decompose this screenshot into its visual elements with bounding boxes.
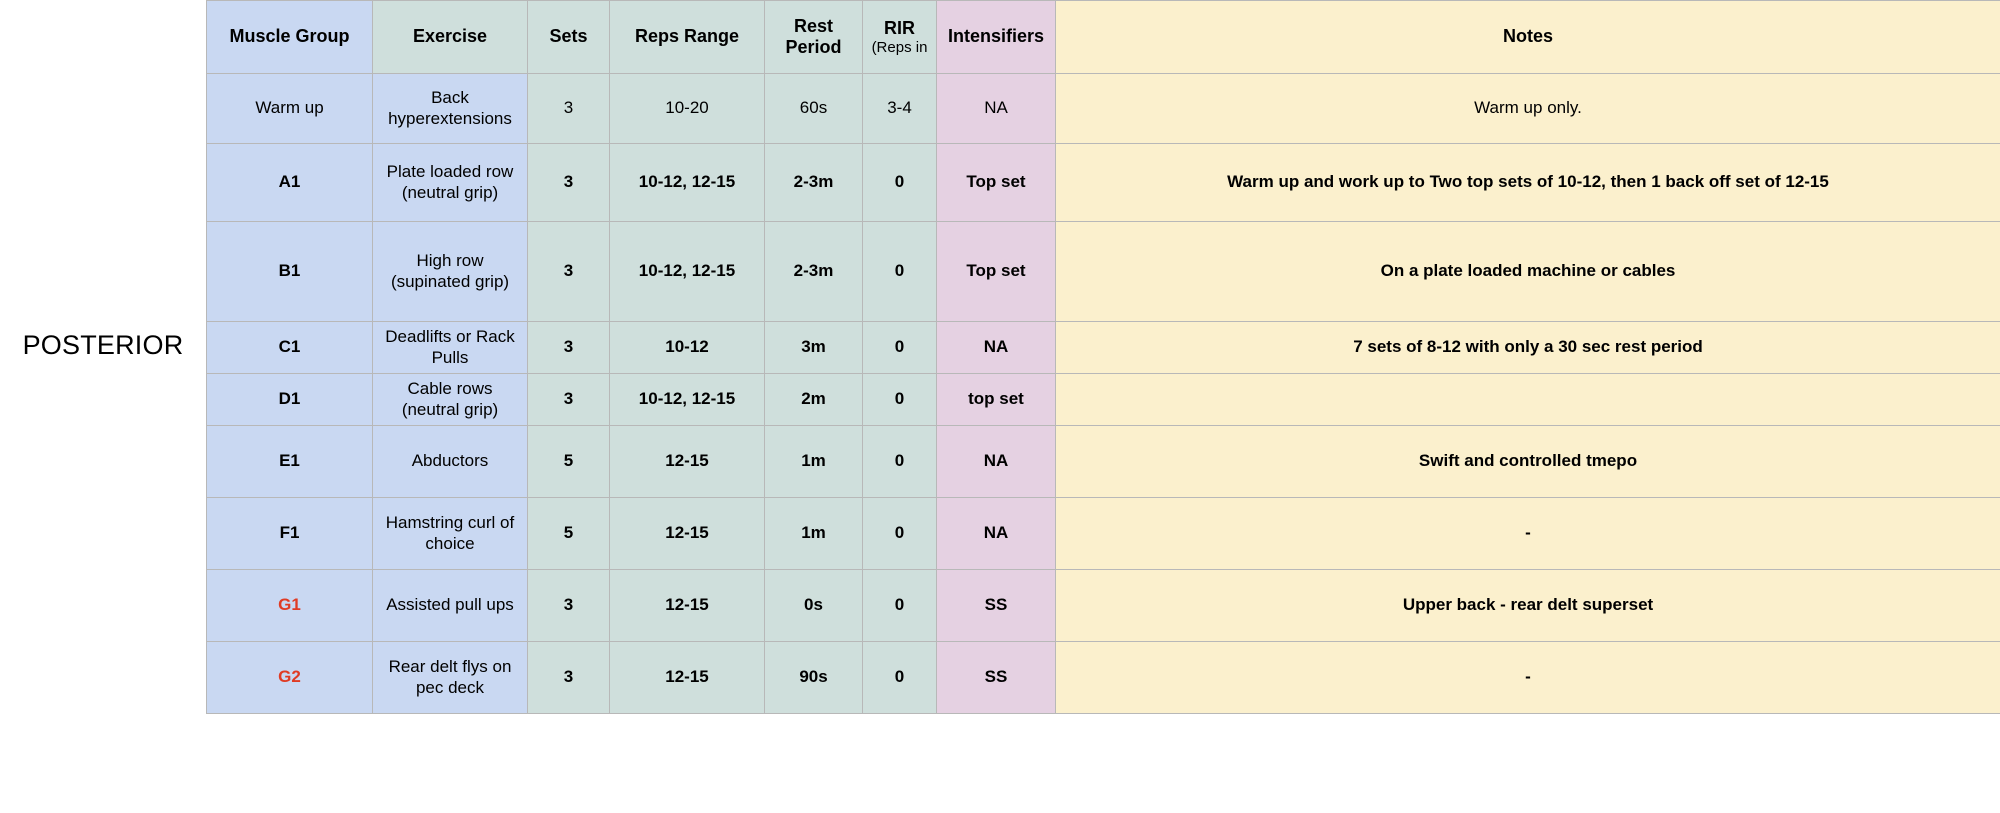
cell-exercise[interactable]: [373, 322, 528, 374]
column-header-intensifiers-label: Intensifiers: [947, 26, 1045, 47]
cell-sets[interactable]: [528, 642, 610, 714]
section-label-column: [0, 0, 206, 813]
cell-rir-text: 0: [894, 261, 905, 281]
cell-rest-period[interactable]: [765, 322, 863, 374]
cell-rir-text: 0: [894, 389, 905, 409]
cell-notes[interactable]: [1056, 222, 2000, 322]
cell-exercise-text: Deadlifts or Rack Pulls: [385, 327, 515, 367]
cell-sets-text: 3: [563, 337, 574, 357]
table-row: [207, 426, 2000, 498]
cell-reps-range[interactable]: [610, 222, 765, 322]
column-header-rest-period-label: Rest Period: [785, 15, 842, 57]
table-row: [207, 498, 2000, 570]
column-header-sets[interactable]: [528, 1, 610, 74]
cell-exercise[interactable]: [373, 374, 528, 426]
cell-reps-range-text: 10-12, 12-15: [638, 389, 736, 409]
cell-rir-text: 0: [894, 667, 905, 687]
cell-rir-text: 0: [894, 595, 905, 615]
cell-reps-range[interactable]: [610, 74, 765, 144]
cell-exercise-text: High row (supinated grip): [390, 251, 510, 291]
cell-reps-range[interactable]: [610, 498, 765, 570]
cell-notes[interactable]: [1056, 642, 2000, 714]
cell-rest-period-text: 2m: [801, 389, 826, 409]
column-header-muscle-group[interactable]: [207, 1, 373, 74]
cell-reps-range[interactable]: [610, 374, 765, 426]
cell-notes[interactable]: [1056, 144, 2000, 222]
cell-muscle-group[interactable]: [207, 426, 373, 498]
cell-reps-range-text: 12-15: [665, 667, 709, 687]
cell-exercise-text: Abductors: [411, 451, 489, 471]
cell-sets-text: 3: [563, 261, 574, 281]
cell-intensifier[interactable]: [937, 74, 1056, 144]
table-header: [207, 1, 2000, 74]
cell-exercise[interactable]: [373, 570, 528, 642]
cell-rest-period-text: 90s: [799, 667, 828, 687]
cell-muscle-group[interactable]: [207, 322, 373, 374]
cell-exercise[interactable]: [373, 222, 528, 322]
cell-intensifier-text: SS: [984, 595, 1008, 615]
header-row: [207, 1, 2000, 74]
cell-exercise[interactable]: [373, 144, 528, 222]
cell-sets-text: 3: [563, 172, 574, 192]
cell-intensifier-text: Top set: [966, 172, 1026, 192]
cell-rir-text: 0: [894, 523, 905, 543]
column-header-rir-label: RIR: [884, 17, 915, 38]
cell-muscle-group[interactable]: [207, 498, 373, 570]
column-header-notes-label: Notes: [1502, 26, 1553, 47]
cell-intensifier-text: NA: [983, 451, 1009, 471]
workout-table: [206, 0, 2000, 714]
cell-sets-text: 3: [563, 667, 574, 687]
cell-reps-range-text: 10-12, 12-15: [638, 261, 736, 281]
table-row: [207, 322, 2000, 374]
column-header-reps-range[interactable]: [610, 1, 765, 74]
cell-reps-range[interactable]: [610, 322, 765, 374]
cell-rir[interactable]: [863, 570, 937, 642]
cell-sets[interactable]: [528, 74, 610, 144]
cell-rest-period[interactable]: [765, 74, 863, 144]
cell-rest-period[interactable]: [765, 222, 863, 322]
cell-notes[interactable]: [1056, 74, 2000, 144]
cell-exercise[interactable]: [373, 426, 528, 498]
cell-rest-period[interactable]: [765, 498, 863, 570]
cell-notes[interactable]: [1056, 498, 2000, 570]
column-header-rest-period[interactable]: [765, 1, 863, 74]
table-body: [207, 74, 2000, 714]
cell-rest-period-text: 3m: [801, 337, 826, 357]
cell-intensifier[interactable]: [937, 498, 1056, 570]
cell-rest-period[interactable]: [765, 426, 863, 498]
cell-muscle-group[interactable]: [207, 74, 373, 144]
cell-muscle-group-text: G1: [278, 595, 301, 615]
cell-notes-text: Warm up only.: [1474, 98, 1582, 118]
cell-exercise-text: Cable rows (neutral grip): [401, 379, 499, 419]
cell-sets-text: 5: [563, 451, 574, 471]
cell-muscle-group[interactable]: [207, 570, 373, 642]
cell-exercise-text: Hamstring curl of choice: [385, 513, 515, 553]
column-header-intensifiers[interactable]: [937, 1, 1056, 74]
cell-muscle-group[interactable]: [207, 222, 373, 322]
cell-sets-text: 3: [563, 389, 574, 409]
table-row: [207, 222, 2000, 322]
cell-notes[interactable]: [1056, 322, 2000, 374]
cell-rest-period[interactable]: [765, 374, 863, 426]
column-header-rir[interactable]: [863, 1, 937, 74]
cell-intensifier[interactable]: [937, 570, 1056, 642]
cell-sets[interactable]: [528, 570, 610, 642]
cell-rir-text: 0: [894, 172, 905, 192]
cell-rest-period-text: 1m: [801, 523, 826, 543]
cell-rest-period-text: 2-3m: [793, 261, 834, 281]
cell-rest-period-text: 0s: [804, 595, 823, 615]
cell-intensifier-text: top set: [968, 389, 1024, 409]
cell-muscle-group-text: D1: [278, 389, 301, 409]
cell-rir-text: 3-4: [887, 98, 912, 118]
table-container: [206, 0, 2000, 813]
cell-notes[interactable]: [1056, 374, 2000, 426]
cell-notes-text: On a plate loaded machine or cables: [1380, 261, 1676, 281]
column-header-sets-label: Sets: [549, 26, 588, 47]
cell-reps-range-text: 10-12: [665, 337, 709, 357]
cell-sets[interactable]: [528, 426, 610, 498]
cell-intensifier[interactable]: [937, 222, 1056, 322]
cell-exercise-text: Rear delt flys on pec deck: [388, 657, 512, 697]
column-header-rir-sublabel: (Reps in: [871, 38, 928, 56]
cell-intensifier[interactable]: [937, 642, 1056, 714]
cell-muscle-group-text: G2: [278, 667, 301, 687]
cell-sets[interactable]: [528, 222, 610, 322]
cell-intensifier[interactable]: [937, 426, 1056, 498]
cell-rir[interactable]: [863, 498, 937, 570]
cell-muscle-group[interactable]: [207, 144, 373, 222]
cell-sets[interactable]: [528, 322, 610, 374]
cell-exercise-text: Back hyperextensions: [388, 88, 512, 128]
cell-intensifier[interactable]: [937, 322, 1056, 374]
cell-rest-period[interactable]: [765, 570, 863, 642]
cell-reps-range-text: 12-15: [665, 523, 709, 543]
cell-reps-range[interactable]: [610, 144, 765, 222]
column-header-notes[interactable]: [1056, 1, 2000, 74]
cell-intensifier-text: Top set: [966, 261, 1026, 281]
cell-muscle-group-text: B1: [278, 261, 301, 281]
table-row: [207, 144, 2000, 222]
cell-notes-text: 7 sets of 8-12 with only a 30 sec rest period: [1353, 337, 1703, 357]
cell-muscle-group-text: F1: [279, 523, 300, 543]
cell-sets-text: 3: [563, 595, 574, 615]
cell-reps-range-text: 10-12, 12-15: [638, 172, 736, 192]
cell-sets[interactable]: [528, 374, 610, 426]
cell-sets[interactable]: [528, 498, 610, 570]
cell-notes-text: -: [1525, 667, 1531, 687]
cell-intensifier-text: SS: [984, 667, 1008, 687]
cell-rest-period-text: 60s: [799, 98, 828, 118]
cell-muscle-group-text: A1: [278, 172, 301, 192]
cell-intensifier[interactable]: [937, 374, 1056, 426]
table-row: [207, 374, 2000, 426]
cell-rest-period-text: 1m: [801, 451, 826, 471]
cell-rest-period[interactable]: [765, 642, 863, 714]
table-row: [207, 642, 2000, 714]
cell-sets-text: 5: [563, 523, 574, 543]
cell-exercise-text: Assisted pull ups: [386, 595, 514, 615]
cell-notes-text: -: [1525, 523, 1531, 543]
cell-sets-text: 3: [563, 98, 574, 118]
cell-sets[interactable]: [528, 144, 610, 222]
cell-reps-range[interactable]: [610, 642, 765, 714]
column-header-exercise[interactable]: [373, 1, 528, 74]
cell-intensifier-text: NA: [983, 337, 1009, 357]
cell-muscle-group[interactable]: [207, 374, 373, 426]
cell-reps-range-text: 10-20: [665, 98, 709, 118]
cell-rir[interactable]: [863, 642, 937, 714]
column-header-reps-range-label: Reps Range: [634, 26, 740, 47]
cell-notes-text: Upper back - rear delt superset: [1402, 595, 1654, 615]
cell-notes-text: Warm up and work up to Two top sets of 10-12, then 1 back off set of 12-15: [1227, 172, 1829, 192]
cell-intensifier-text: NA: [984, 98, 1008, 118]
cell-muscle-group[interactable]: [207, 642, 373, 714]
cell-muscle-group-text: C1: [278, 337, 301, 357]
table-row: [207, 74, 2000, 144]
cell-notes[interactable]: [1056, 426, 2000, 498]
table-row: [207, 570, 2000, 642]
cell-rir[interactable]: [863, 374, 937, 426]
column-header-muscle-group-label: Muscle Group: [229, 26, 350, 47]
cell-reps-range[interactable]: [610, 426, 765, 498]
cell-rir[interactable]: [863, 426, 937, 498]
column-header-exercise-label: Exercise: [412, 26, 488, 47]
cell-intensifier[interactable]: [937, 144, 1056, 222]
cell-rest-period-text: 2-3m: [793, 172, 834, 192]
cell-muscle-group-text: Warm up: [255, 98, 324, 118]
cell-reps-range-text: 12-15: [665, 595, 709, 615]
cell-notes-text: Swift and controlled tmepo: [1418, 451, 1638, 471]
cell-exercise[interactable]: [373, 642, 528, 714]
cell-rir[interactable]: [863, 222, 937, 322]
cell-exercise-text: Plate loaded row (neutral grip): [386, 162, 514, 202]
cell-rir-text: 0: [894, 337, 905, 357]
cell-rest-period[interactable]: [765, 144, 863, 222]
cell-muscle-group-text: E1: [279, 451, 300, 471]
cell-rir[interactable]: [863, 144, 937, 222]
cell-rir-text: 0: [894, 451, 905, 471]
cell-exercise[interactable]: [373, 74, 528, 144]
cell-reps-range-text: 12-15: [665, 451, 709, 471]
cell-exercise[interactable]: [373, 498, 528, 570]
cell-reps-range[interactable]: [610, 570, 765, 642]
cell-notes[interactable]: [1056, 570, 2000, 642]
cell-intensifier-text: NA: [983, 523, 1009, 543]
section-label: POSTERIOR: [22, 330, 184, 360]
cell-rir[interactable]: [863, 322, 937, 374]
cell-rir[interactable]: [863, 74, 937, 144]
